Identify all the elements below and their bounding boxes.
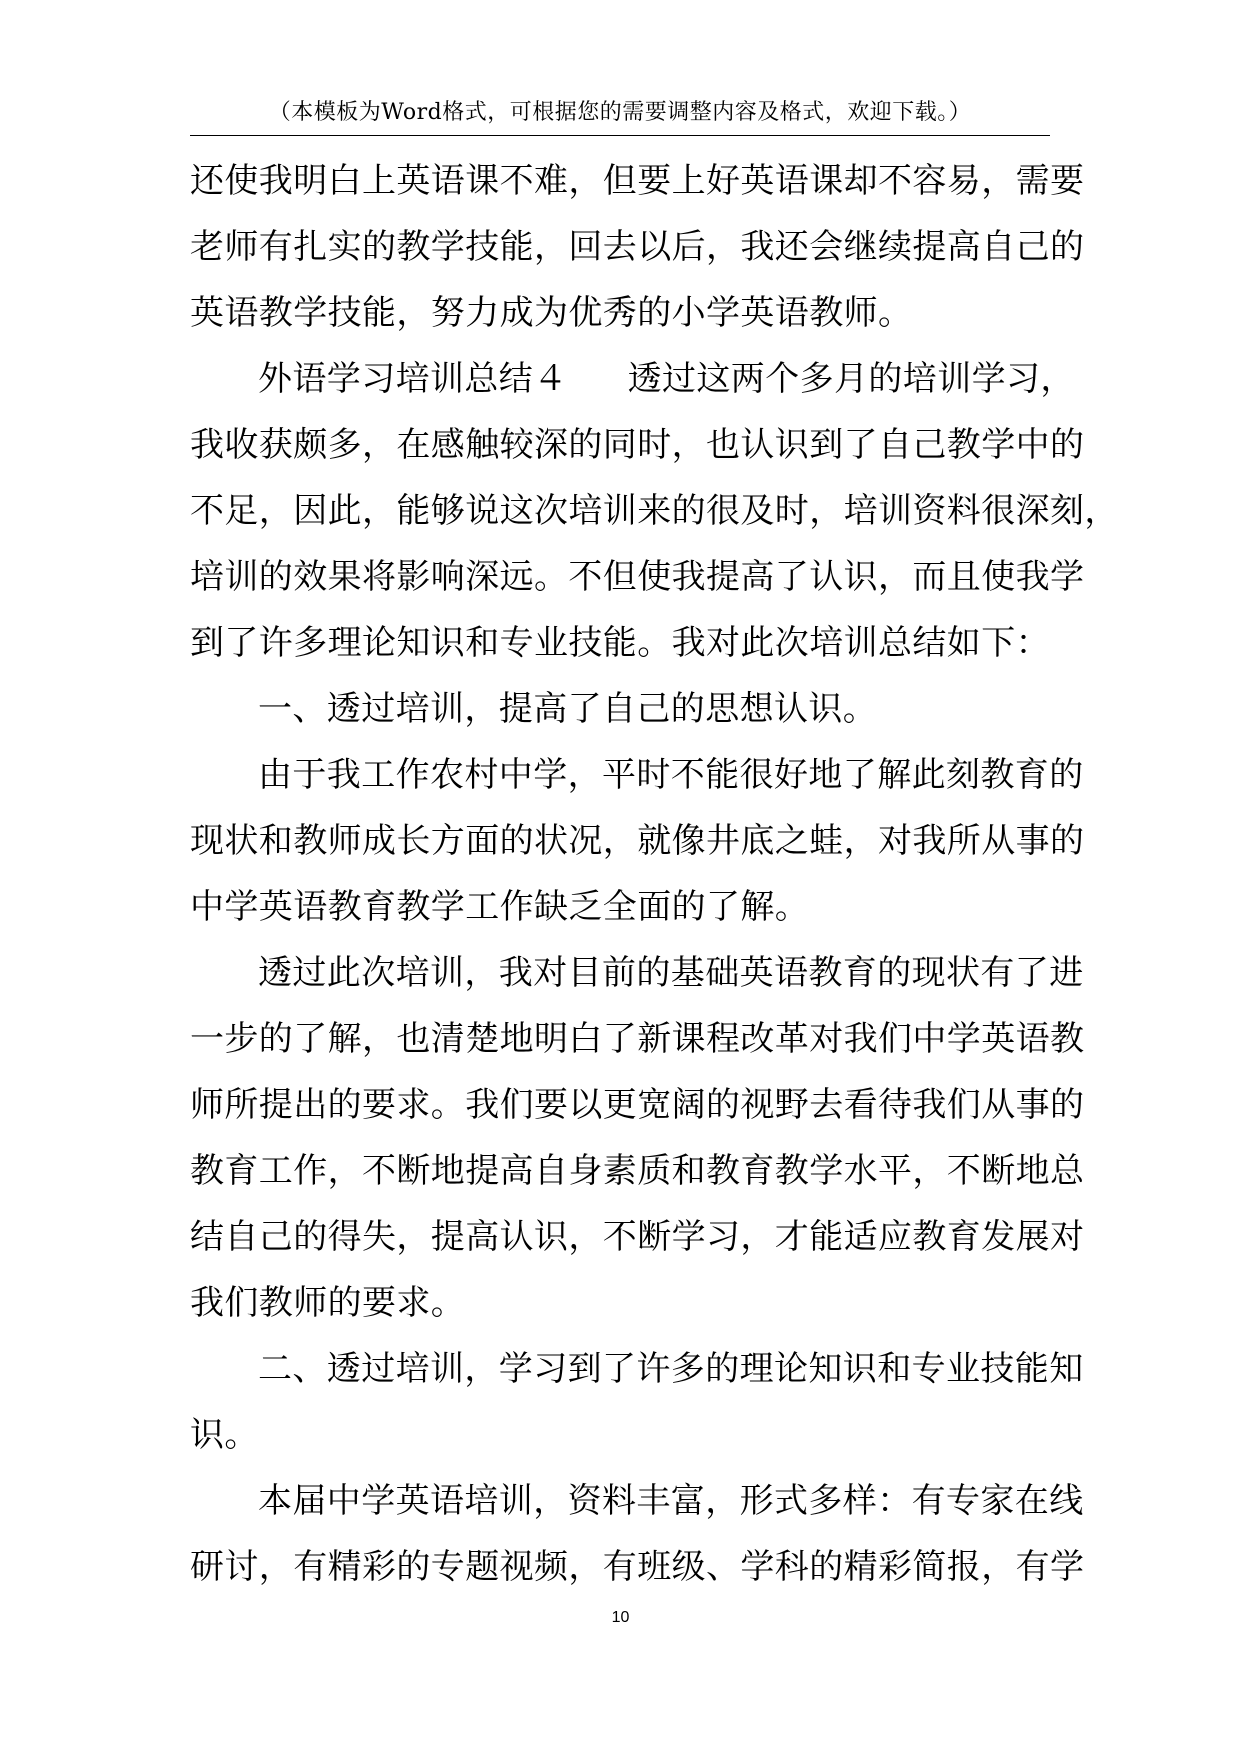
page-number: 10 [611,1609,630,1626]
body-line: 我收获颇多，在感触较深的同时，也认识到了自己教学中的 [190,425,1085,465]
body-line: 由于我工作农村中学，平时不能很好地了解此刻教育的 [258,755,1084,795]
body-line: 培训的效果将影响深远。不但使我提高了认识，而且使我学 [190,557,1085,597]
subheading-line: 一、透过培训，提高了自己的思想认识。 [258,689,878,729]
template-note: （本模板为Word格式，可根据您的需要调整内容及格式，欢迎下载。） [268,100,972,125]
body-line: 结自己的得失，提高认识，不断学习，才能适应教育发展对 [190,1217,1085,1257]
body-line: 透过此次培训，我对目前的基础英语教育的现状有了进 [258,953,1084,993]
body-line: 到了许多理论知识和专业技能。我对此次培训总结如下： [190,623,1050,663]
body-line: 还使我明白上英语课不难，但要上好英语课却不容易，需要 [190,161,1085,201]
body-line: 研讨，有精彩的专题视频，有班级、学科的精彩简报，有学 [190,1547,1085,1587]
body-line: 老师有扎实的教学技能，回去以后，我还会继续提高自己的 [190,227,1085,267]
body-line: 现状和教师成长方面的状况，就像井底之蛙，对我所从事的 [190,821,1085,861]
section-heading-line [190,346,1075,412]
body-line: 一步的了解，也清楚地明白了新课程改革对我们中学英语教 [190,1019,1085,1059]
body-line: 中学英语教育教学工作缺乏全面的了解。 [190,887,810,927]
body-line: 英语教学技能，努力成为优秀的小学英语教师。 [190,293,913,333]
subheading-line: 二、透过培训，学习到了许多的理论知识和专业技能知 [258,1349,1084,1389]
body-line: 教育工作，不断地提高自身素质和教育教学水平，不断地总 [190,1151,1085,1191]
body-text-span: 透过这两个多月的培训学习， [627,359,1075,399]
body-line: 我们教师的要求。 [190,1283,466,1323]
body-line: 识。 [190,1415,259,1455]
body-line: 师所提出的要求。我们要以更宽阔的视野去看待我们从事的 [190,1085,1085,1125]
section-title: 外语学习培训总结４ [258,359,568,399]
body-line: 本届中学英语培训，资料丰富，形式多样：有专家在线 [258,1481,1084,1521]
body-line: 不足，因此，能够说这次培训来的很及时，培训资料很深刻， [190,491,1119,531]
document-body [190,148,1119,1600]
header-divider [190,135,1050,136]
